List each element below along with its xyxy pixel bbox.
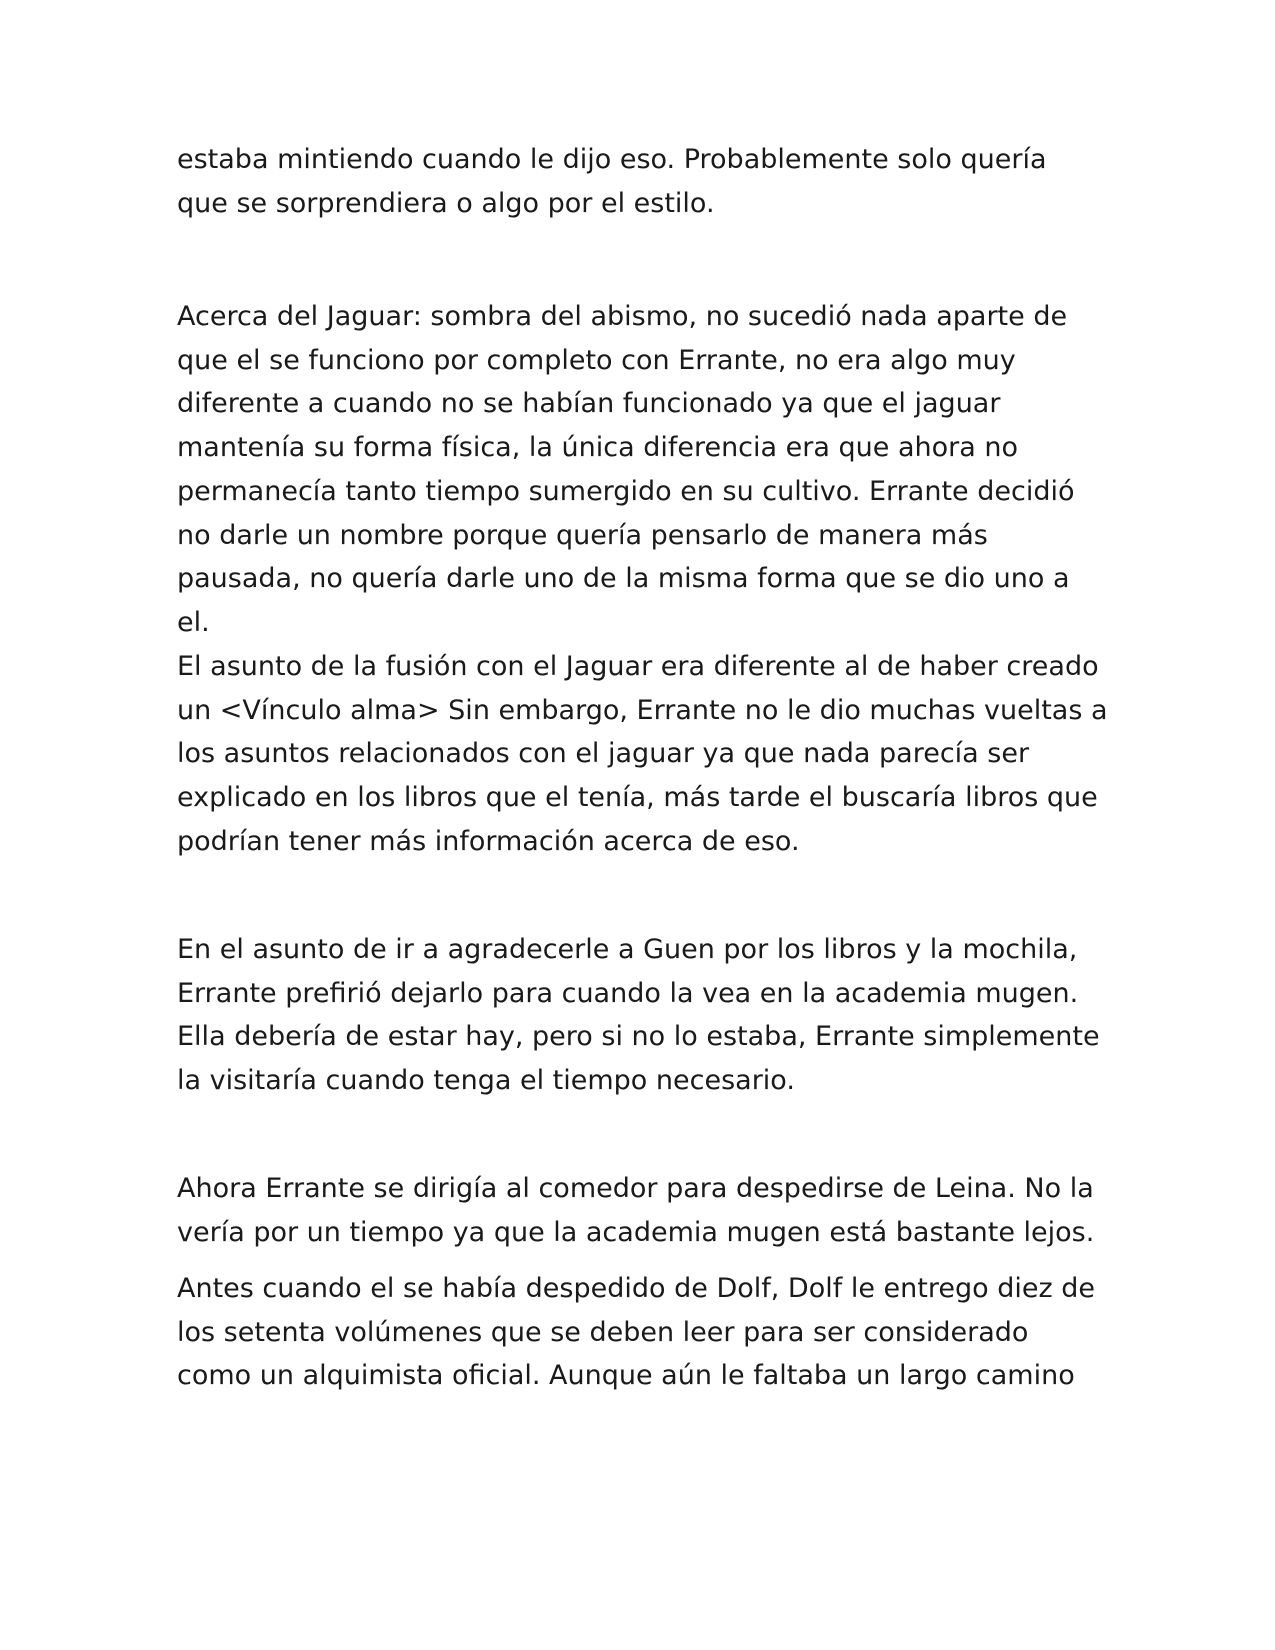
text-line: un <Vínculo alma> Sin embargo, Errante no le dio muchas vueltas a [177, 694, 1108, 726]
paragraph-2 [177, 295, 1107, 645]
paragraph-4 [177, 928, 1107, 1103]
text-line: los asuntos relacionados con el jaguar ya que nada parecía ser [177, 738, 1030, 770]
text-line: Acerca del Jaguar: sombra del abismo, no sucedió nada aparte de [177, 301, 1068, 332]
text-line: mantenía su forma física, la única diferencia era que ahora no [177, 432, 1018, 464]
text-line: no darle un nombre porque quería pensarlo de manera más [177, 519, 988, 551]
text-line: que el se funciono por completo con Errante, no era algo muy [177, 344, 1016, 376]
text-line: explicado en los libros que el tenía, más tarde el buscaría libros que [177, 782, 1098, 814]
text-line: la visitaría cuando tenga el tiempo necesario. [177, 1065, 795, 1097]
paragraph-1 [177, 138, 1107, 225]
text-line: pausada, no quería darle uno de la misma forma que se dio uno a [177, 563, 1070, 595]
text-line: diferente a cuando no se habían funcionado ya que el jaguar [177, 388, 1001, 420]
text-line: En el asunto de ir a agradecerle a Guen por los libros y la mochila, [177, 934, 1078, 965]
text-line: como un alquimista oficial. Aunque aún le faltaba un largo camino [177, 1360, 1075, 1392]
text-line: Ella debería de estar hay, pero si no lo estaba, Errante simplemente [177, 1021, 1100, 1053]
text-line: Antes cuando el se había despedido de Dolf, Dolf le entrego diez de [177, 1273, 1095, 1304]
text-line: que se sorprendiera o algo por el estilo. [177, 187, 715, 219]
paragraph-5 [177, 1167, 1107, 1254]
text-line: permanecía tanto tiempo sumergido en su cultivo. Errante decidió [177, 475, 1075, 507]
text-line: vería por un tiempo ya que la academia mugen está bastante lejos. [177, 1216, 1095, 1248]
text-line: Ahora Errante se dirigía al comedor para despedirse de Leina. No la [177, 1173, 1094, 1204]
text-line: el. [177, 606, 210, 638]
text-line: los setenta volúmenes que se deben leer para ser considerado [177, 1316, 1029, 1348]
text-line: Errante prefirió dejarlo para cuando la vea en la academia mugen. [177, 977, 1079, 1009]
text-line: podrían tener más información acerca de eso. [177, 825, 800, 857]
text-line: El asunto de la fusión con el Jaguar era diferente al de haber creado [177, 651, 1099, 682]
paragraph-3 [177, 645, 1107, 864]
paragraph-6 [177, 1267, 1107, 1398]
text-line: estaba mintiendo cuando le dijo eso. Probablemente solo quería [177, 144, 1047, 175]
